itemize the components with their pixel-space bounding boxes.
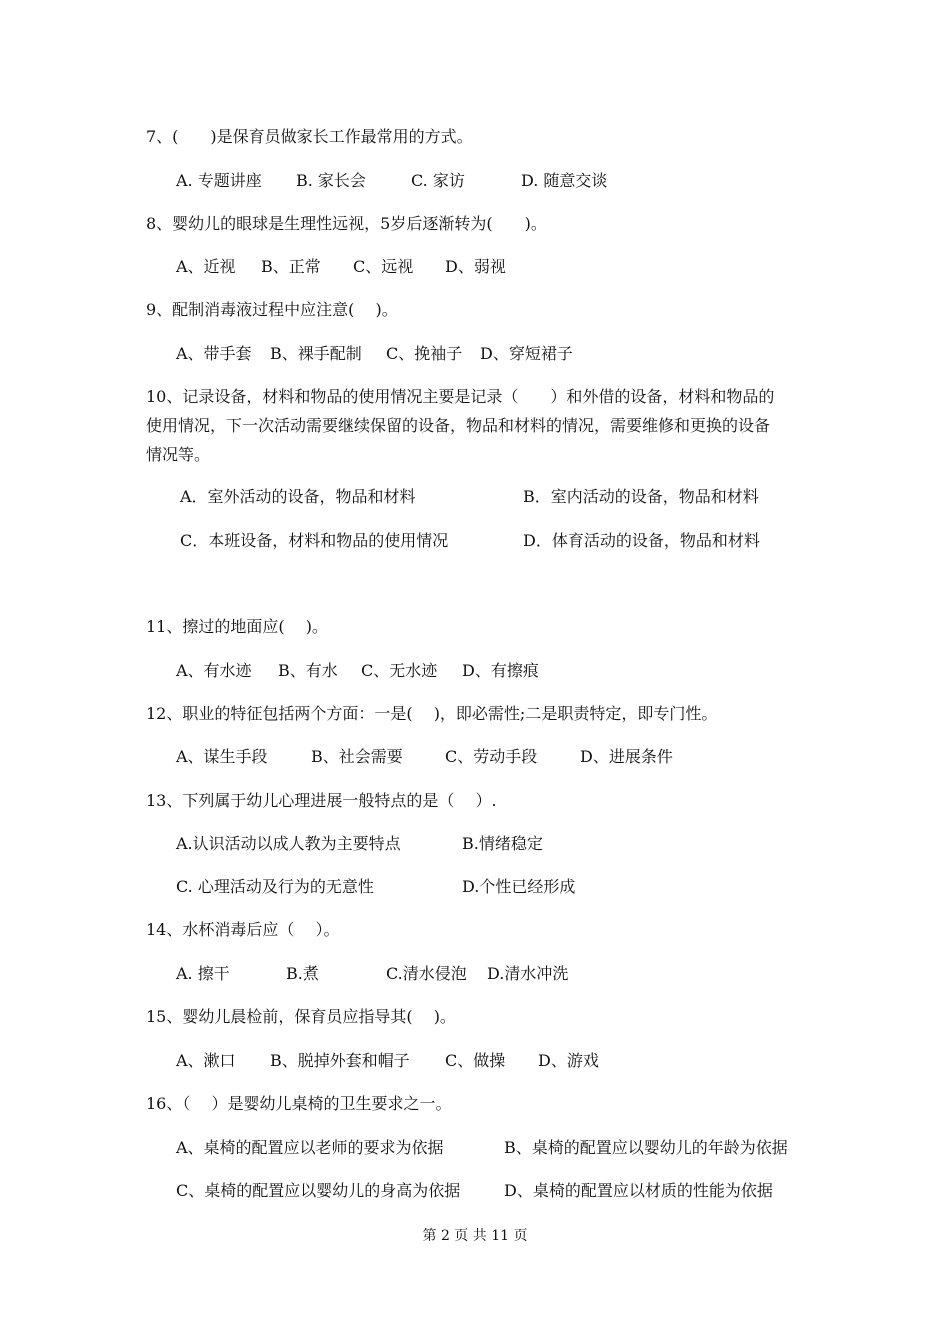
option-b: B.煮 (286, 964, 319, 983)
option-c: C.清水侵泡 (386, 964, 467, 983)
option-b: B、脱掉外套和帽子 (270, 1051, 410, 1070)
option-a: A、近视 (176, 257, 236, 276)
option-c: C、劳动手段 (445, 747, 538, 766)
option-d: D、穿短裙子 (480, 344, 573, 363)
option-d: D、进展条件 (580, 747, 673, 766)
question-10-line-1: 10、记录设备，材料和物品的使用情况主要是记录（ ）和外借的设备，材料和物品的 (146, 387, 775, 406)
option-c: C．本班设备，材料和物品的使用情况 (180, 531, 449, 550)
option-b: B.情绪稳定 (462, 834, 543, 853)
option-c: C、桌椅的配置应以婴幼儿的身高为依据 (176, 1181, 461, 1200)
option-a: A、漱口 (176, 1051, 236, 1070)
question-16: 16、（ ）是婴幼儿桌椅的卫生要求之一。 (146, 1094, 452, 1113)
question-10-line-3: 情况等。 (146, 445, 211, 464)
option-c: C、做操 (445, 1051, 506, 1070)
option-a: A、带手套 (176, 344, 252, 363)
question-13: 13、下列属于幼儿心理进展一般特点的是（ ）. (146, 791, 497, 810)
option-d: D.清水冲洗 (487, 964, 569, 983)
option-b: B、有水 (278, 661, 338, 680)
option-a: A、有水迹 (176, 661, 252, 680)
option-b: B. 家长会 (296, 171, 366, 190)
question-9: 9、配制消毒液过程中应注意( )。 (146, 300, 398, 319)
option-a: A、谋生手段 (176, 747, 268, 766)
option-a: A、桌椅的配置应以老师的要求为依据 (176, 1138, 444, 1157)
option-b: B．室内活动的设备，物品和材料 (523, 487, 759, 506)
option-c: C、远视 (353, 257, 414, 276)
question-11: 11、擦过的地面应( )。 (146, 617, 328, 636)
option-c: C. 家访 (411, 171, 465, 190)
option-d: D、游戏 (538, 1051, 599, 1070)
option-a: A. 擦干 (176, 964, 230, 983)
option-b: B、社会需要 (311, 747, 403, 766)
question-12: 12、职业的特征包括两个方面：一是( )，即必需性;二是职责特定，即专门性。 (146, 704, 718, 723)
option-d: D、桌椅的配置应以材质的性能为依据 (504, 1181, 773, 1200)
option-d: D.个性已经形成 (462, 877, 576, 896)
option-b: B、桌椅的配置应以婴幼儿的年龄为依据 (504, 1138, 788, 1157)
option-b: B、裸手配制 (270, 344, 362, 363)
question-14: 14、水杯消毒后应（ ）。 (146, 920, 340, 939)
page-footer: 第 2 页 共 11 页 (422, 1228, 528, 1244)
question-8: 8、婴幼儿的眼球是生理性远视，5岁后逐渐转为( )。 (146, 214, 547, 233)
option-c: C、挽袖子 (386, 344, 463, 363)
option-c: C. 心理活动及行为的无意性 (176, 877, 374, 896)
question-10-line-2: 使用情况，下一次活动需要继续保留的设备，物品和材料的情况，需要维修和更换的设备 (146, 416, 771, 435)
option-b: B、正常 (261, 257, 321, 276)
question-7: 7、( )是保育员做家长工作最常用的方式。 (146, 127, 473, 146)
question-15: 15、婴幼儿晨检前，保育员应指导其( )。 (146, 1007, 456, 1026)
option-d: D、弱视 (445, 257, 506, 276)
option-d: D、有擦痕 (462, 661, 539, 680)
option-a: A．室外活动的设备，物品和材料 (180, 487, 416, 506)
option-d: D. 随意交谈 (521, 171, 608, 190)
option-a: A. 专题讲座 (176, 171, 262, 190)
option-d: D．体育活动的设备，物品和材料 (523, 531, 760, 550)
option-c: C、无水迹 (361, 661, 438, 680)
option-a: A.认识活动以成人教为主要特点 (176, 834, 401, 853)
